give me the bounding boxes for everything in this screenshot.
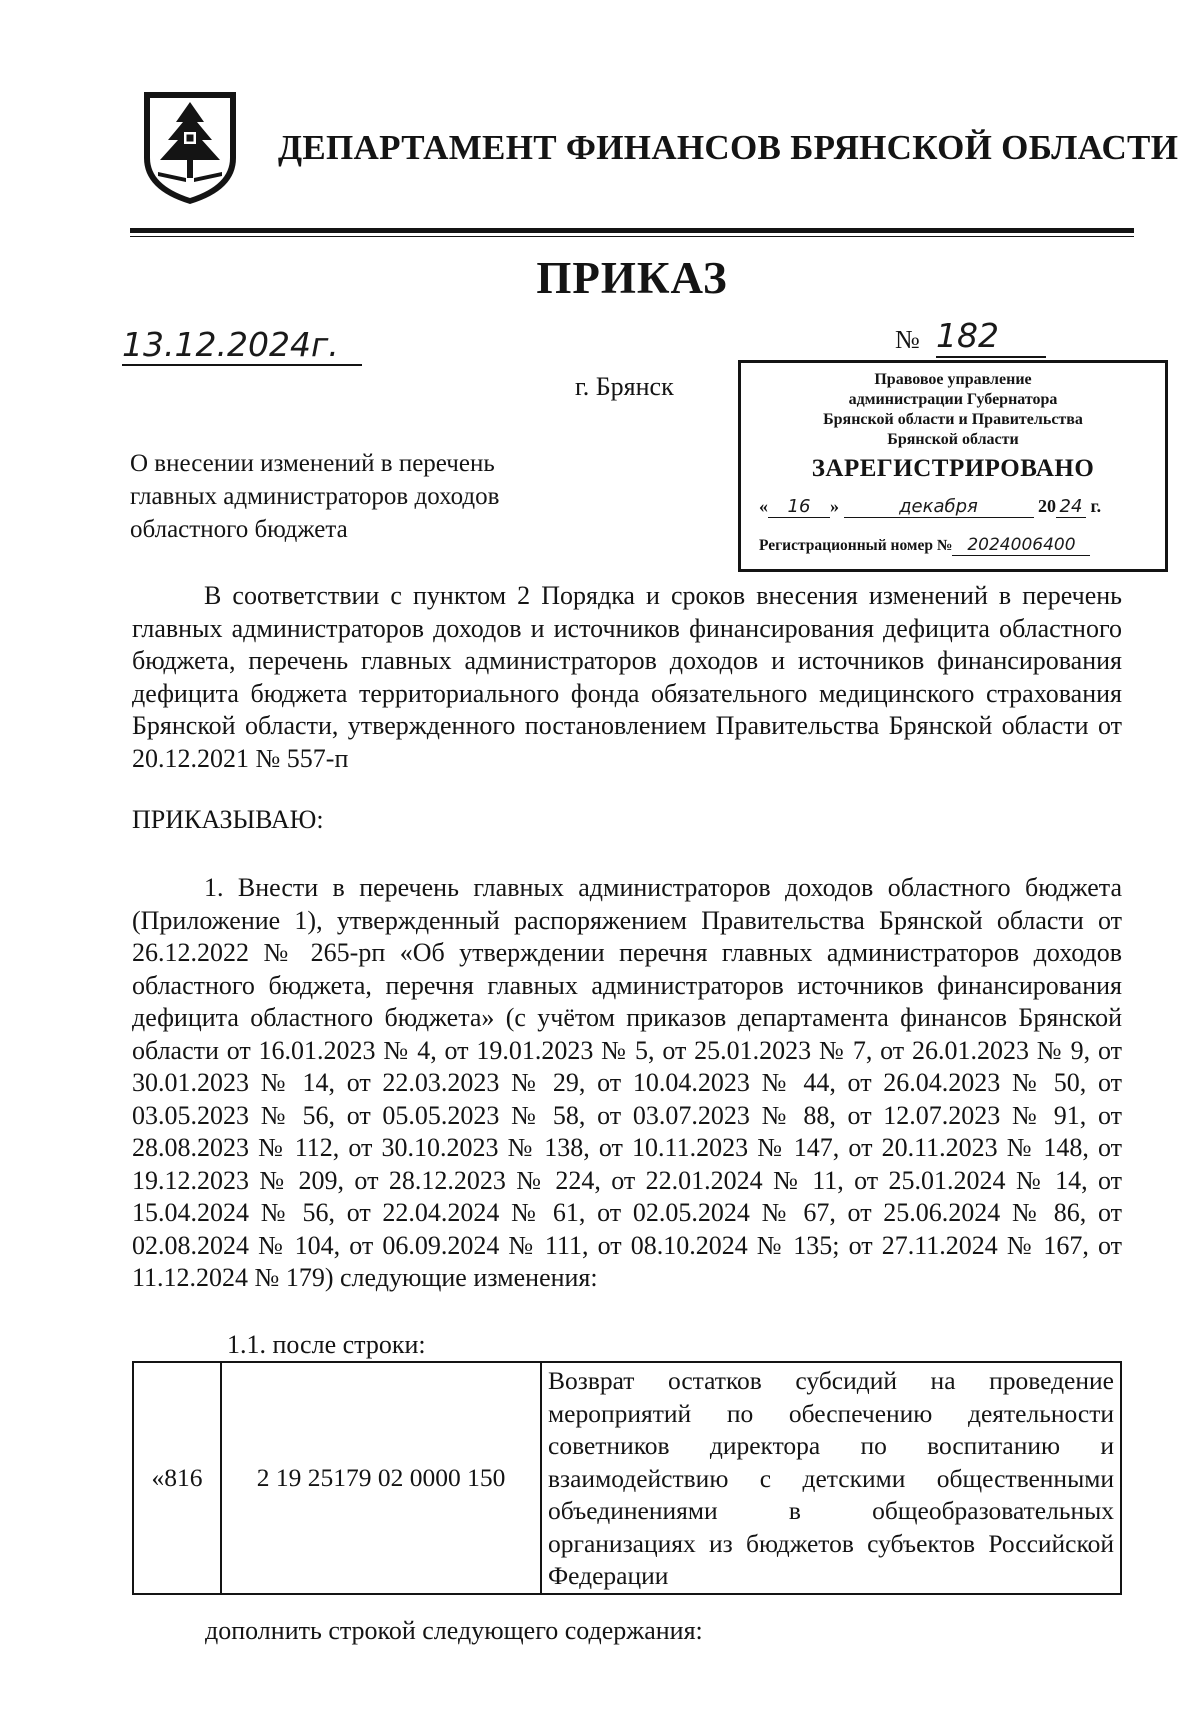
stamp-date: « 16 » декабря 20 24 г. [759,496,1102,517]
stamp-line: Брянской области и Правительства [823,411,1083,428]
after-table-text: дополнить строкой следующего содержания: [205,1616,703,1645]
header-divider-thin [130,236,1134,237]
stamp-status: ЗАРЕГИСТРИРОВАНО [811,455,1095,482]
stamp-line: администрации Губернатора [848,391,1058,408]
item-1-paragraph [132,872,1122,1295]
stamp-year-suffix: 24 [1056,496,1086,518]
stamp-registration [759,535,1159,556]
stamp-line: Брянской области [887,431,1019,448]
registration-stamp [738,360,1168,572]
description-cell: Возврат остатков субсидий на проведение мероприятий по обеспечению деятельности советников директора по воспитанию и взаимодействию с детскими общественными объединениями в общеобразовательных организациях из бюджетов субъектов Российской Федерации [541,1362,1121,1594]
document-title: ПРИКАЗ [536,253,728,303]
subject-line: главных администраторов доходов [130,483,500,510]
subject-line: О внесении изменений в перечень [130,450,495,477]
table-row [133,1362,1121,1594]
income-codes-table [132,1361,1122,1595]
document-city: г. Брянск [575,372,674,401]
order-word: ПРИКАЗЫВАЮ: [132,805,324,834]
stamp-reg-number: 2024006400 [952,535,1090,556]
document-number: 182 [936,316,1046,358]
stamp-day: 16 [768,496,830,518]
stamp-year-unit: г. [1090,496,1102,516]
preamble-text: В соответствии с пунктом 2 Порядка и сроков внесения изменений в перечень главных администраторов доходов и источников финансирования дефицита областного бюджета, перечень главных администраторов доходов и источников финансирования дефицита бюджета территориального фонда обязательного медицинского страхования Брянской области, утвержденного постановлением Правительства Брянской области от 20.12.2021 № 557-п [132,581,1122,773]
admin-code-cell: «816 [133,1362,221,1594]
stamp-month: декабря [844,496,1034,518]
item-1-text: 1. Внести в перечень главных администраторов доходов областного бюджета (Приложение 1), утвержденный распоряжением Правительства Брянской области от 26.12.2022 № 265-рп «Об утверждении перечня главных администраторов доходов областного бюджета, перечня главных администраторов источников финансирования дефицита областного бюджета» (с учётом приказов департамента финансов Брянской области от 16.01.2023 № 4, от 19.01.2023 № 5, от 25.01.2023 № 7, от 26.01.2023 № 9, от 30.01.2023 № 14, от 22.03.2023 № 29, от 10.04.2023 № 44, от 26.04.2023 № 50, от 03.05.2023 № 56, от 05.05.2023 № 58, от 03.07.2023 № 88, от 12.07.2023 № 91, от 28.08.2023 № 112, от 30.10.2023 № 138, от 10.11.2023 № 147, от 20.11.2023 № 148, от 19.12.2023 № 209, от 28.12.2023 № 224, от 22.01.2024 № 11, от 25.01.2024 № 14, от 15.04.2024 № 56, от 22.04.2024 № 61, от 02.05.2024 № 67, от 25.06.2024 № 86, от 02.08.2024 № 104, от 06.09.2024 № 111, от 08.10.2024 № 135; от 27.11.2024 № 167, от 11.12.2024 № 179) следующие изменения: [132,873,1122,1292]
department-name: ДЕПАРТАМЕНТ ФИНАНСОВ БРЯНСКОЙ ОБЛАСТИ [278,128,1179,167]
income-code-cell: 2 19 25179 02 0000 150 [221,1362,541,1594]
coat-of-arms-emblem [140,88,240,208]
stamp-line: Правовое управление [874,371,1032,388]
document-date: 13.12.2024г. [122,326,362,366]
header-divider [130,228,1134,233]
document-number-label: № [895,325,920,354]
preamble-paragraph [132,580,1122,775]
stamp-year-prefix: 20 [1038,496,1056,516]
subitem-heading: 1.1. после строки: [227,1330,426,1359]
document-subject [130,447,630,546]
stamp-reg-label: Регистрационный номер № [759,537,953,554]
subject-line: областного бюджета [130,516,348,543]
